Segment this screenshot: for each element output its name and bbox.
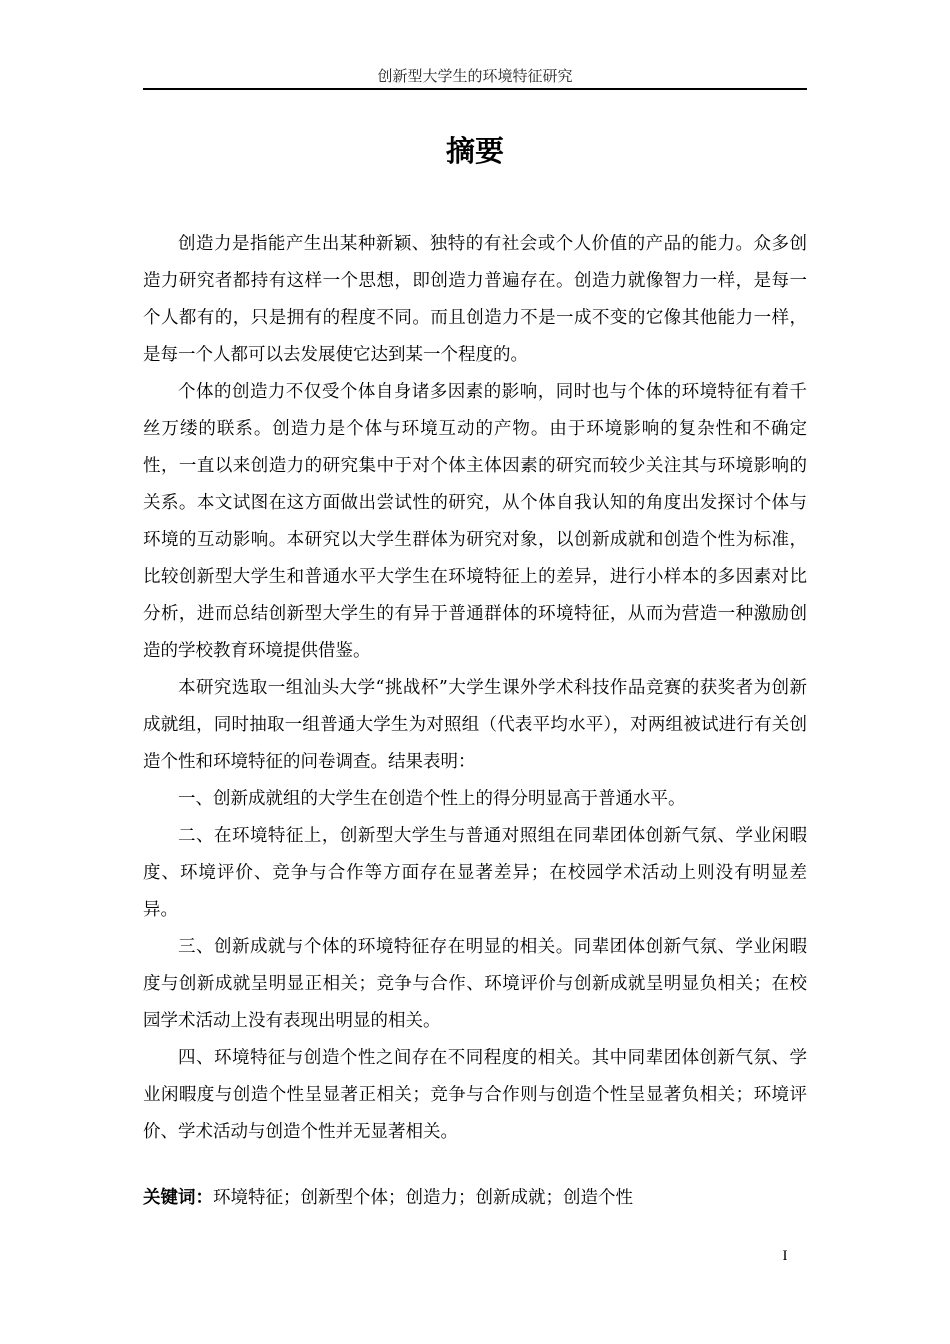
- keywords-label: 关键词：: [143, 1188, 213, 1208]
- page-number: I: [782, 1248, 788, 1264]
- finding-4: 四、环境特征与创造个性之间存在不同程度的相关。其中同辈团体创新气氛、学业闲暇度与创造个性呈显著正相关；竞争与合作则与创造个性呈显著负相关；环境评价、学术活动与创造个性并无显著相关。: [143, 1048, 807, 1142]
- keywords-text: 环境特征；创新型个体；创造力；创新成就；创造个性: [213, 1188, 633, 1208]
- page-title: 摘要: [445, 134, 504, 168]
- finding-1: 一、创新成就组的大学生在创造个性上的得分明显高于普通水平。: [178, 789, 686, 809]
- finding-3: 三、创新成就与个体的环境特征存在明显的相关。同辈团体创新气氛、学业闲暇度与创新成就呈明显正相关；竞争与合作、环境评价与创新成就呈明显负相关；在校园学术活动上没有表现出明显的相关。: [143, 937, 807, 1031]
- header-rule: [143, 88, 807, 90]
- abstract-paragraph-1: 创造力是指能产生出某种新颖、独特的有社会或个人价值的产品的能力。众多创造力研究者都持有这样一个思想，即创造力普遍存在。创造力就像智力一样，是每一个人都有的，只是拥有的程度不同。而且创造力不是一成不变的它像其他能力一样，是每一个人都可以去发展使它达到某一个程度的。: [143, 234, 807, 365]
- running-header: 创新型大学生的环境特征研究: [377, 67, 573, 85]
- abstract-body: [143, 226, 807, 1151]
- finding-2: 二、在环境特征上，创新型大学生与普通对照组在同辈团体创新气氛、学业闲暇度、环境评价、竞争与合作等方面存在显著差异；在校园学术活动上则没有明显差异。: [143, 826, 807, 920]
- keywords-line: [143, 1180, 807, 1217]
- abstract-paragraph-3: 本研究选取一组汕头大学“挑战杯”大学生课外学术科技作品竞赛的获奖者为创新成就组，同时抽取一组普通大学生为对照组（代表平均水平），对两组被试进行有关创造个性和环境特征的问卷调查。结果表明：: [143, 678, 807, 772]
- abstract-paragraph-2: 个体的创造力不仅受个体自身诸多因素的影响，同时也与个体的环境特征有着千丝万缕的联系。创造力是个体与环境互动的产物。由于环境影响的复杂性和不确定性，一直以来创造力的研究集中于对个体主体因素的研究而较少关注其与环境影响的关系。本文试图在这方面做出尝试性的研究，从个体自我认知的角度出发探讨个体与环境的互动影响。本研究以大学生群体为研究对象，以创新成就和创造个性为标准，比较创新型大学生和普通水平大学生在环境特征上的差异，进行小样本的多因素对比分析，进而总结创新型大学生的有异于普通群体的环境特征，从而为营造一种激励创造的学校教育环境提供借鉴。: [143, 382, 807, 661]
